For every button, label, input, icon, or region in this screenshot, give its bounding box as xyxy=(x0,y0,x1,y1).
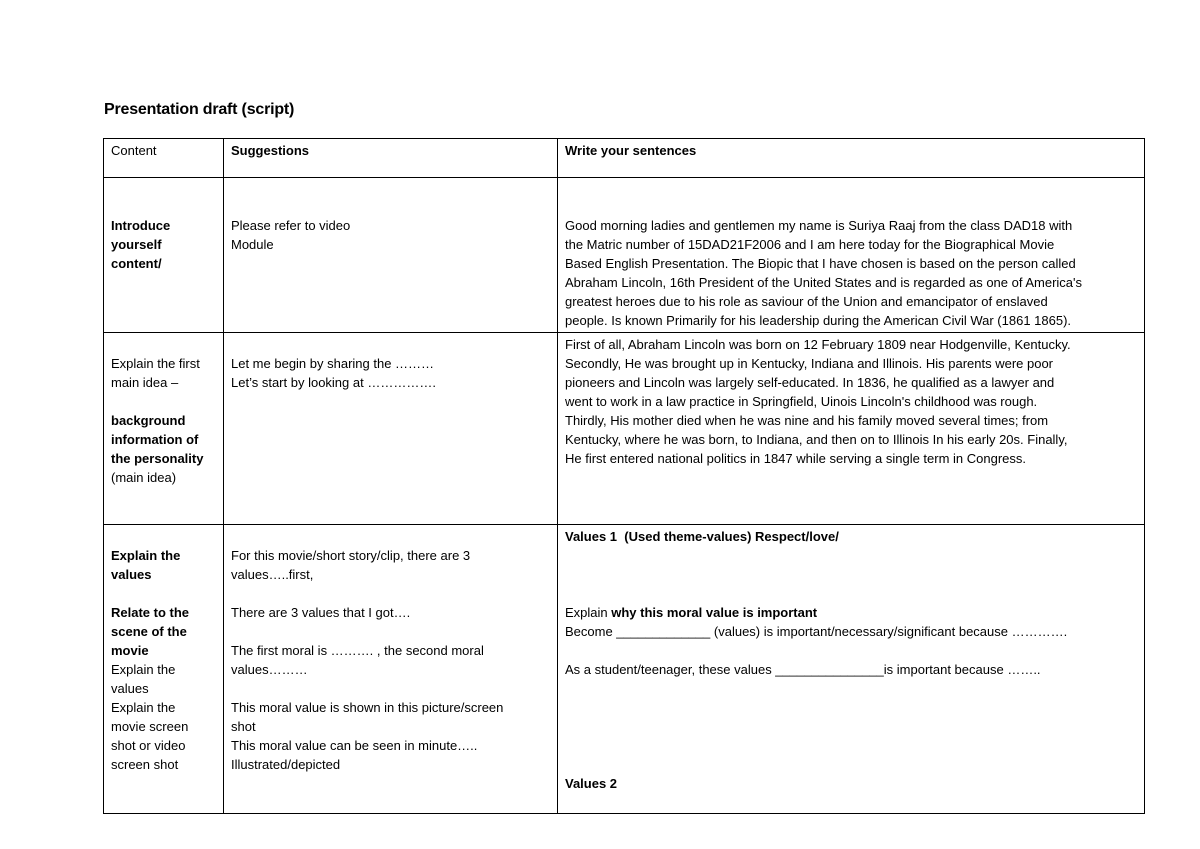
cell-line: Become _____________ (values) is important/necessary/significant because …………. xyxy=(565,624,1068,639)
cell-line: He first entered national politics in 1847 while serving a single term in Congress. xyxy=(565,451,1027,466)
cell-line: yourself xyxy=(111,237,162,252)
cell-line: (main idea) xyxy=(111,470,177,485)
cell-line: Introduce xyxy=(111,218,171,233)
cell-line: pioneers and Lincoln was largely self-educated. In 1836, he qualified as a lawyer and xyxy=(565,375,1055,390)
cell-line: the Matric number of 15DAD21F2006 and I am here today for the Biographical Movie xyxy=(565,237,1055,252)
cell-line: went to work in a law practice in Springfield, Uinois Lincoln's childhood was rough. xyxy=(565,394,1038,409)
cell-line: content/ xyxy=(111,256,162,271)
cell-line: Please refer to video xyxy=(231,218,351,233)
cell-line: This moral value can be seen in minute….. xyxy=(231,738,478,753)
cell-line: This moral value is shown in this picture/screen xyxy=(231,700,504,715)
cell-content-values xyxy=(104,525,224,814)
cell-sentences-first-idea xyxy=(558,333,1145,525)
cell-line: scene of the xyxy=(111,624,187,639)
cell-line: Based English Presentation. The Biopic that I have chosen is based on the person called xyxy=(565,256,1076,271)
cell-line: Explain the first xyxy=(111,356,200,371)
cell-line: The first moral is ………. , the second moral xyxy=(231,643,484,658)
cell-line: Thirdly, His mother died when he was nine and his family moved several times; from xyxy=(565,413,1049,428)
cell-sentences-values xyxy=(558,525,1145,814)
cell-line: the personality xyxy=(111,451,204,466)
cell-content-first-idea xyxy=(104,333,224,525)
cell-line: There are 3 values that I got…. xyxy=(231,605,411,620)
cell-line: screen shot xyxy=(111,757,179,772)
script-table xyxy=(103,138,1145,814)
cell-line: Illustrated/depicted xyxy=(231,757,341,772)
table-header-row xyxy=(104,139,1145,178)
header-suggestions: Suggestions xyxy=(224,139,558,178)
cell-line: Secondly, He was brought up in Kentucky, Indiana and Illinois. His parents were poor xyxy=(565,356,1054,371)
cell-line: values xyxy=(111,567,152,582)
cell-line: shot xyxy=(231,719,256,734)
page-title: Presentation draft (script) xyxy=(104,101,295,118)
cell-line: Explain the xyxy=(111,548,181,563)
cell-line: First of all, Abraham Lincoln was born on 12 February 1809 near Hodgenville, Kentucky. xyxy=(565,337,1071,352)
values-1-heading: Values 1 (Used theme-values) Respect/love/ xyxy=(565,529,839,544)
cell-line: greatest heroes due to his role as saviour of the Union and emancipator of enslaved xyxy=(565,294,1048,309)
header-content: Content xyxy=(104,139,224,178)
cell-line: values……… xyxy=(231,662,308,677)
cell-line: As a student/teenager, these values _______________is important because …….. xyxy=(565,662,1041,677)
cell-line: Module xyxy=(231,237,274,252)
cell-line: values…..first, xyxy=(231,567,314,582)
cell-line: main idea – xyxy=(111,375,179,390)
cell-sentences-introduce xyxy=(558,178,1145,333)
cell-line: movie screen xyxy=(111,719,189,734)
cell-line: background xyxy=(111,413,186,428)
cell-line: information of xyxy=(111,432,199,447)
header-sentences: Write your sentences xyxy=(558,139,1145,178)
cell-line: Let me begin by sharing the ……… xyxy=(231,356,435,371)
table-row-first-idea xyxy=(104,333,1145,525)
cell-line: Good morning ladies and gentlemen my name is Suriya Raaj from the class DAD18 with xyxy=(565,218,1073,233)
cell-line: Explain the xyxy=(111,662,176,677)
cell-line: Explain the xyxy=(111,700,176,715)
cell-suggestions-values xyxy=(224,525,558,814)
cell-line: Relate to the xyxy=(111,605,190,620)
table-row-introduce xyxy=(104,178,1145,333)
cell-suggestions-first-idea xyxy=(224,333,558,525)
cell-line: Kentucky, where he was born, to Indiana, and then on to Illinois In his early 20s. Finally, xyxy=(565,432,1068,447)
cell-line: values xyxy=(111,681,149,696)
cell-line: Abraham Lincoln, 16th President of the United States and is regarded as one of America's xyxy=(565,275,1083,290)
cell-line: For this movie/short story/clip, there are 3 xyxy=(231,548,471,563)
cell-line: people. Is known Primarily for his leadership during the American Civil War (1861 1865). xyxy=(565,313,1072,328)
cell-content-introduce xyxy=(104,178,224,333)
cell-suggestions-introduce xyxy=(224,178,558,333)
table-row-values xyxy=(104,525,1145,814)
cell-line: Let’s start by looking at ……………. xyxy=(231,375,436,390)
explain-line: Explain why this moral value is important xyxy=(565,605,818,620)
cell-line: movie xyxy=(111,643,149,658)
values-2-heading: Values 2 xyxy=(565,776,618,791)
cell-line: shot or video xyxy=(111,738,186,753)
